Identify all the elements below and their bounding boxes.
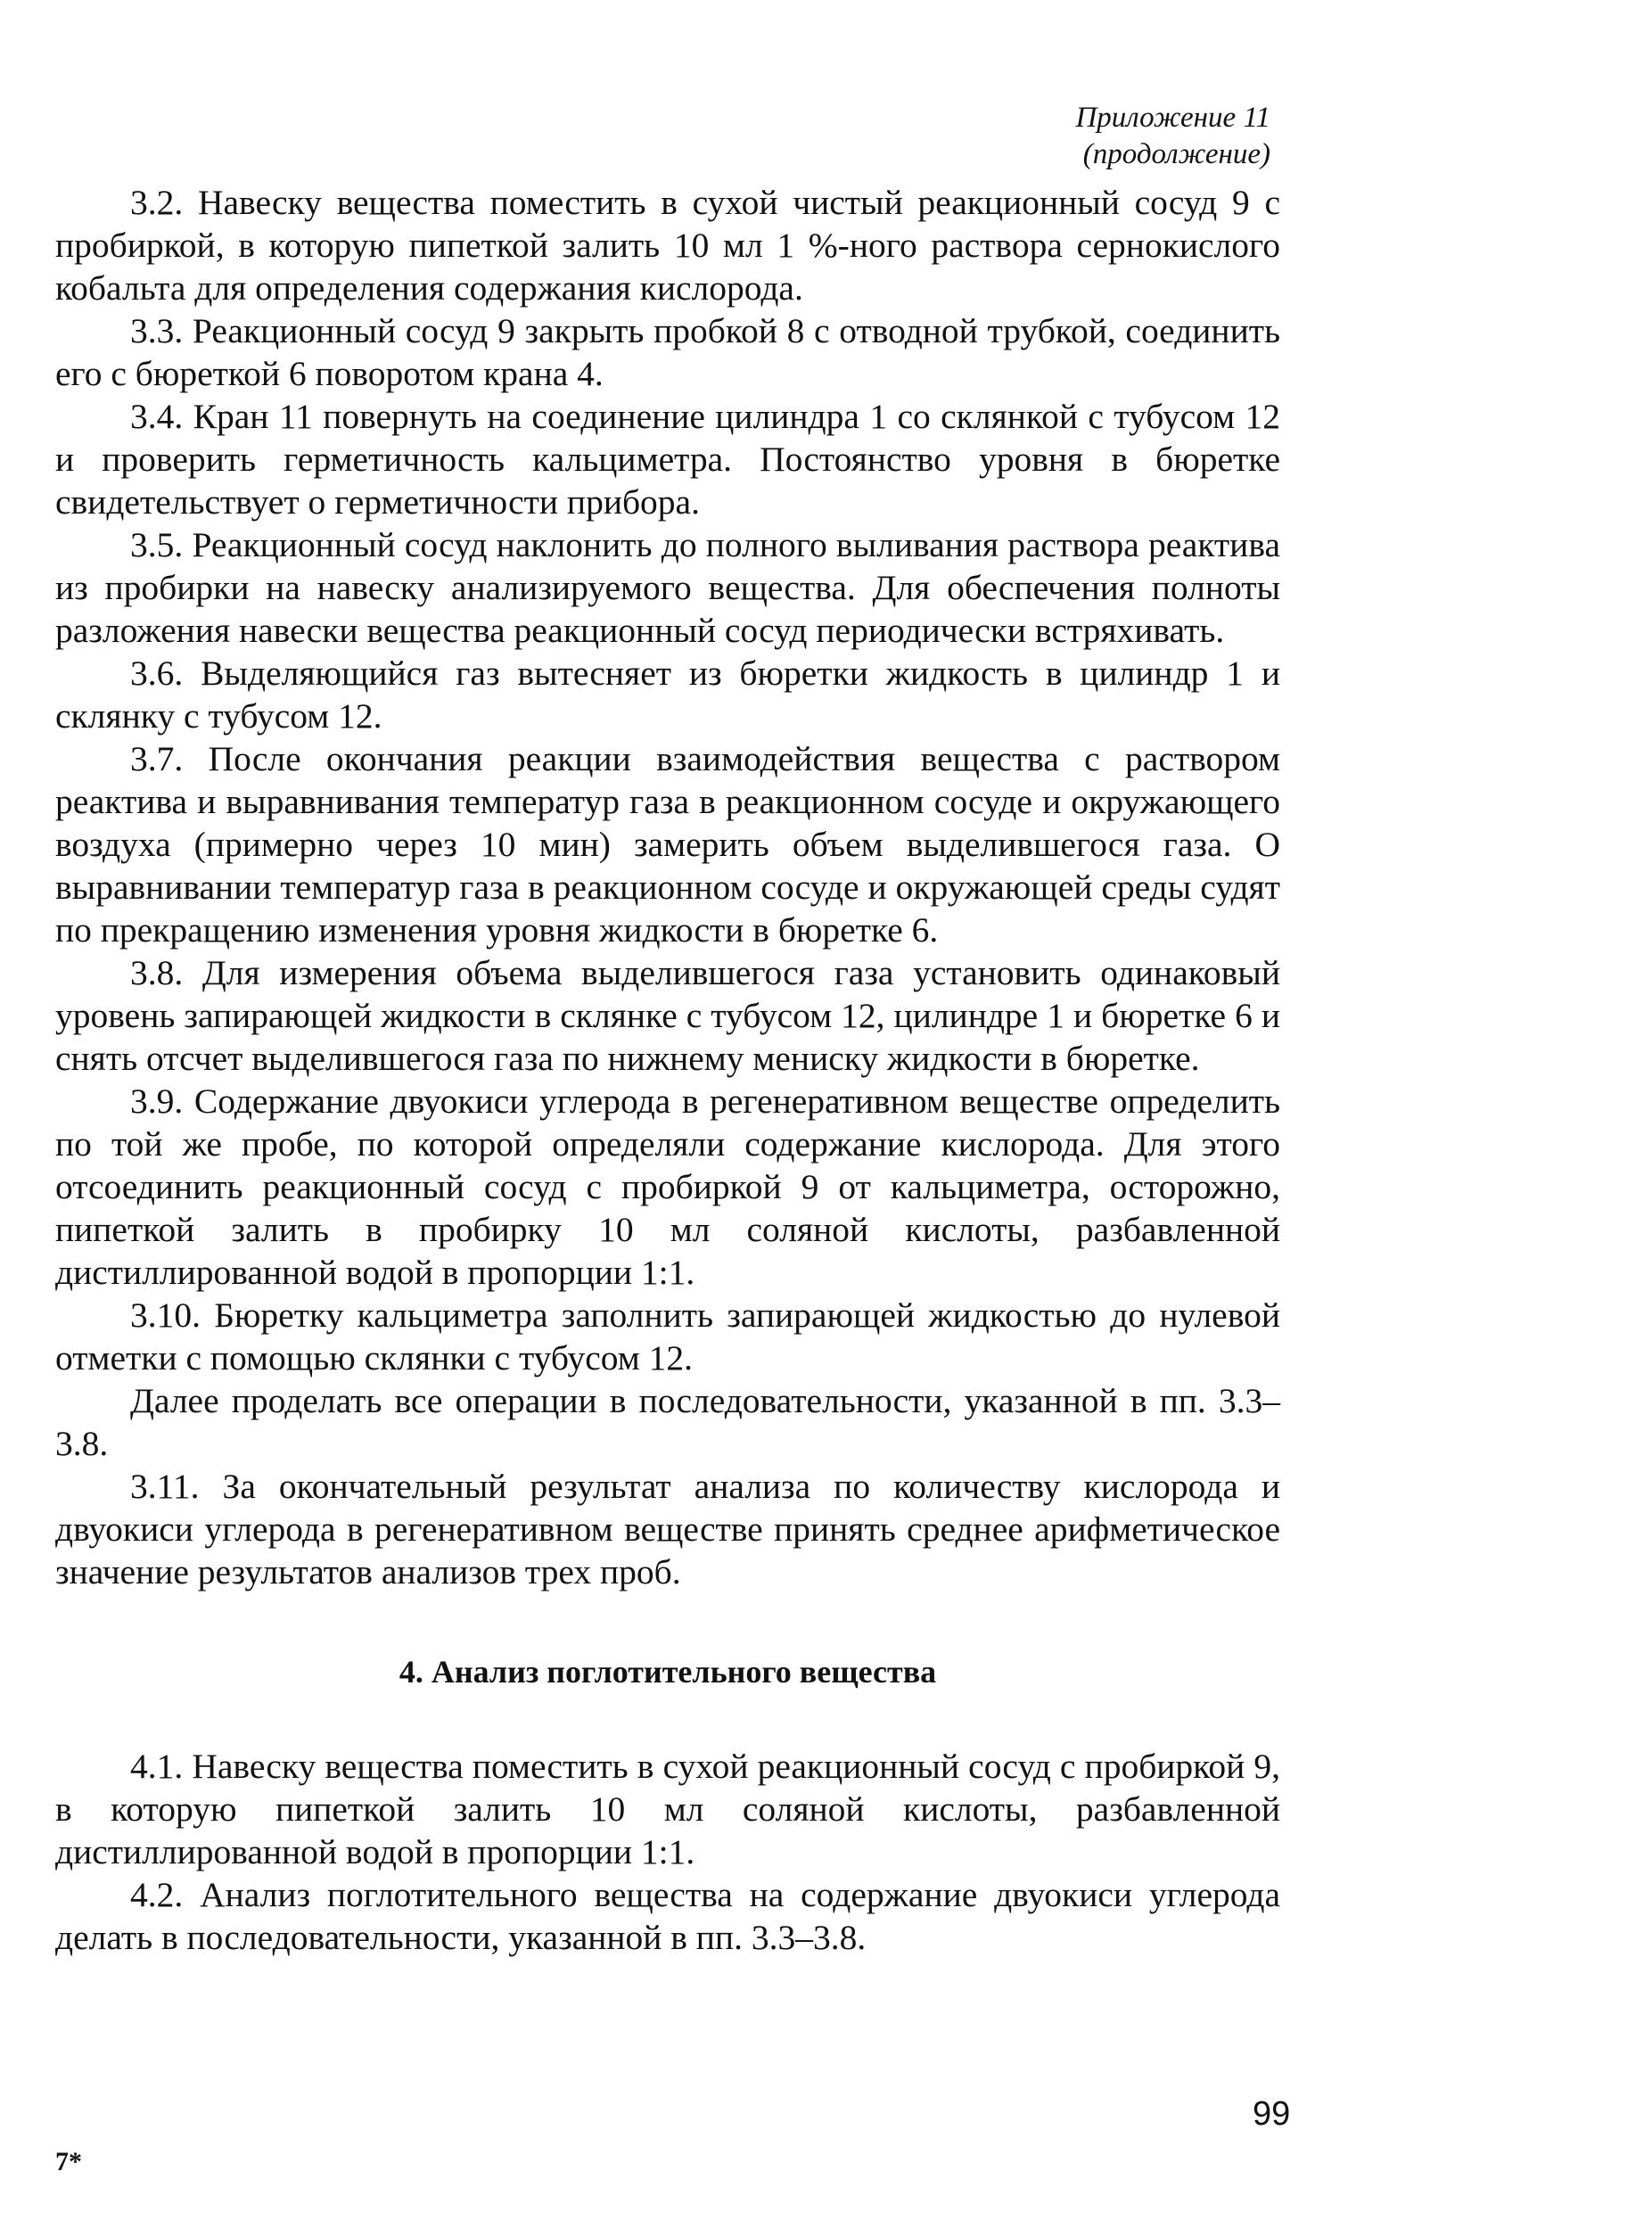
paragraph-3-5: 3.5. Реакционный сосуд наклонить до полного выливания раствора реактива из пробирки на навеску анализируемого вещества. Для обеспечения полноты разложения навески вещества реакционный сосуд периодически встряхивать. xyxy=(55,525,1280,650)
appendix-header xyxy=(1075,100,1270,173)
paragraph-3-3: 3.3. Реакционный сосуд 9 закрыть пробкой 8 с отводной трубкой, соединить его с бюреткой 6 поворотом крана 4. xyxy=(55,311,1280,393)
body-text xyxy=(55,181,1280,1959)
appendix-title: Приложение 11 xyxy=(1075,102,1270,134)
paragraph-3-10: 3.10. Бюретку кальциметра заполнить запирающей жидкостью до нулевой отметки с помощью склянки с тубусом 12. xyxy=(55,1295,1280,1378)
paragraph-3-2: 3.2. Навеску вещества поместить в сухой чистый реакционный сосуд 9 с пробиркой, в которую пипеткой залить 10 мл 1 %-ного раствора сернокислого кобальта для определения содержания кислорода. xyxy=(55,183,1280,308)
paragraph-3-11: 3.11. За окончательный результат анализа по количеству кислорода и двуокиси углерода в регенеративном веществе принять среднее арифметическое значение результатов анализов трех проб. xyxy=(55,1467,1280,1591)
paragraph-3-6: 3.6. Выделяющийся газ вытесняет из бюретки жидкость в цилиндр 1 и склянку с тубусом 12. xyxy=(55,654,1280,736)
paragraph-3-4: 3.4. Кран 11 повернуть на соединение цилиндра 1 со склянкой с тубусом 12 и проверить герметичность кальциметра. Постоянство уровня в бюретке свидетельствует о герметичности прибора. xyxy=(55,397,1280,522)
paragraph-3-7: 3.7. После окончания реакции взаимодействия вещества с раствором реактива и выравнивания температур газа в реакционном сосуде и окружающего воздуха (примерно через 10 мин) замерить объем выделившегося газа. О выравнивании температур газа в реакционном сосуде и окружающей среды судят по прекращению изменения уровня жидкости в бюретке 6. xyxy=(55,739,1280,950)
appendix-continuation: (продолжение) xyxy=(1082,138,1270,170)
paragraph-3-9: 3.9. Содержание двуокиси углерода в регенеративном веществе определить по той же пробе, по которой определяли содержание кислорода. Для этого отсоединить реакционный сосуд с пробиркой 9 от кальциметра, осторожно, пипеткой залить в пробирку 10 мл соляной кислоты, разбавленной дистиллированной водой в пропорции 1:1. xyxy=(55,1081,1280,1292)
page-number: 99 xyxy=(1253,2095,1291,2133)
paragraph-4-2: 4.2. Анализ поглотительного вещества на содержание двуокиси углерода делать в последовательности, указанной в пп. 3.3–3.8. xyxy=(55,1875,1280,1957)
paragraph-4-1: 4.1. Навеску вещества поместить в сухой реакционный сосуд с пробиркой 9, в которую пипеткой залить 10 мл соляной кислоты, разбавленной дистиллированной водой в пропорции 1:1. xyxy=(55,1747,1280,1871)
paragraph-3-8: 3.8. Для измерения объема выделившегося газа установить одинаковый уровень запирающей жидкости в склянке с тубусом 12, цилиндре 1 и бюретке 6 и снять отсчет выделившегося газа по нижнему мениску жидкости в бюретке. xyxy=(55,953,1280,1078)
signature-mark: 7* xyxy=(55,2147,82,2176)
paragraph-further-operations: Далее проделать все операции в последовательности, указанной в пп. 3.3–3.8. xyxy=(55,1381,1280,1463)
section-title: 4. Анализ поглотительного вещества xyxy=(399,1654,937,1690)
